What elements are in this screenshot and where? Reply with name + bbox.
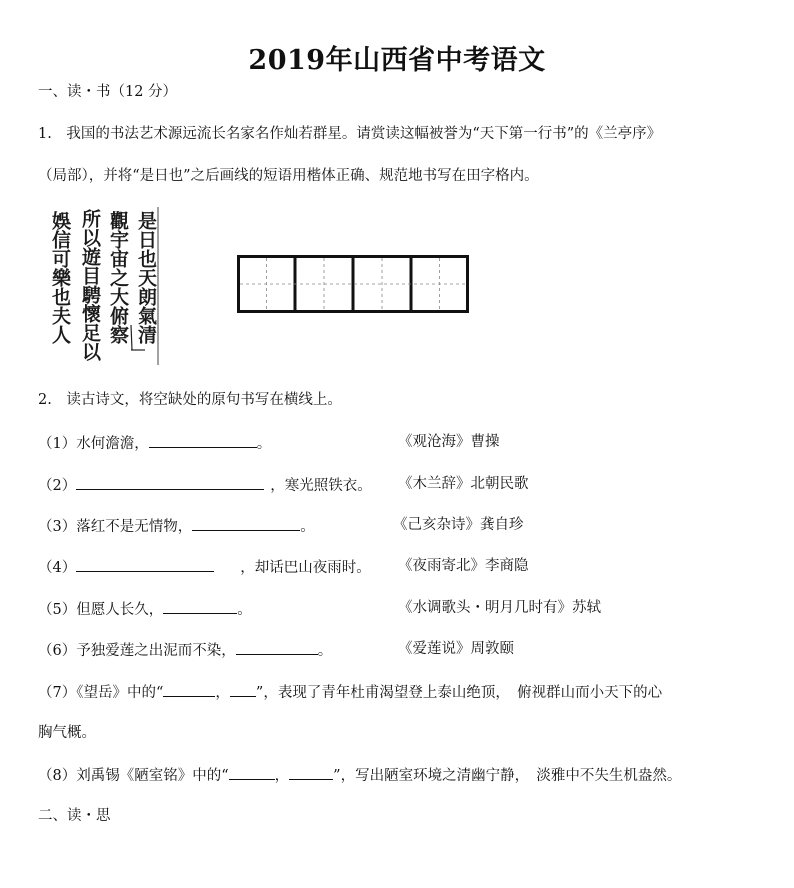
item-2-number: （2） (38, 478, 77, 494)
item-7-blank-1[interactable] (163, 681, 215, 697)
calligraphy-col-2: 觀宇宙之大俯察 (107, 211, 129, 344)
item-5 (38, 598, 252, 620)
calligraphy-col-3: 所以遊目騁懷足以 (79, 209, 101, 361)
calligraphy-col-1: 是日也天朗氣清 (135, 211, 157, 344)
item-7-text-a: 《望岳》中的“ (76, 685, 164, 701)
item-1-number: （1） (38, 436, 77, 452)
item-8-number: （8） (38, 768, 77, 784)
item-8-text-c: ”，写出陋室环境之清幽宁静， 淡雅中不失生机盎然。 (333, 768, 682, 784)
item-8-text-b: ， (274, 768, 290, 784)
item-4-post-text: ，却话巴山夜雨时。 (240, 560, 371, 576)
item-6-pre-text: 予独爱莲之出泥而不染， (76, 643, 236, 659)
question-2-heading: 2. 读古诗文，将空缺处的原句书写在横线上。 (38, 392, 342, 408)
item-6-source: 《爱莲说》周敦颐 (398, 641, 514, 657)
item-1 (38, 432, 271, 454)
section-2-heading: 二、读・思 (38, 808, 111, 824)
item-8 (38, 764, 681, 786)
item-5-pre-text: 但愿人长久， (76, 602, 164, 618)
item-3 (38, 515, 315, 537)
item-1-post-text: 。 (256, 436, 272, 452)
item-5-number: （5） (38, 602, 77, 618)
item-5-source: 《水调歌头・明月几时有》苏轼 (398, 600, 601, 616)
item-2-source: 《木兰辞》北朝民歌 (398, 476, 529, 492)
item-6 (38, 639, 332, 661)
item-4 (38, 556, 371, 578)
item-3-pre-text: 落红不是无情物， (76, 519, 193, 535)
item-1-answer-blank[interactable] (149, 432, 257, 448)
item-7-text-c: ”，表现了青年杜甫渴望登上泰山绝顶， 俯视群山而小天下的心 (255, 685, 663, 701)
page-title: 2019年山西省中考语文 (248, 45, 546, 76)
item-8-blank-1[interactable] (229, 764, 275, 780)
item-1-source: 《观沧海》曹操 (398, 434, 500, 450)
lantingxu-calligraphy-image (36, 205, 160, 367)
item-3-source: 《己亥杂诗》龚自珍 (393, 517, 524, 533)
item-3-answer-blank[interactable] (192, 515, 300, 531)
item-7 (38, 681, 662, 703)
item-4-source: 《夜雨寄北》李商隐 (398, 558, 529, 574)
item-3-number: （3） (38, 519, 77, 535)
item-7-blank-2[interactable] (230, 681, 256, 697)
item-4-number: （4） (38, 560, 77, 576)
item-7-text-b: ， (215, 685, 230, 701)
item-6-number: （6） (38, 643, 77, 659)
item-2-post-text: ，寒光照铁衣。 (270, 478, 372, 494)
item-5-post-text: 。 (237, 602, 252, 618)
item-5-answer-blank[interactable] (163, 598, 237, 614)
calligraphy-col-4: 娛信可樂也夫人 (49, 211, 71, 344)
item-6-answer-blank[interactable] (236, 639, 318, 655)
item-2 (38, 474, 372, 496)
item-8-blank-2[interactable] (289, 764, 333, 780)
item-7-number: （7） (38, 685, 77, 701)
item-2-answer-blank[interactable] (76, 474, 264, 490)
section-1-heading: 一、读・书（12 分） (38, 84, 178, 100)
tianzige-grid[interactable] (237, 255, 469, 313)
item-8-text-a: 刘禹锡《陋室铭》中的“ (76, 768, 229, 784)
question-1-line-1: 1. 我国的书法艺术源远流长名家名作灿若群星。请赏读这幅被誉为“天下第一行书”的《兰亭序》 (38, 126, 662, 142)
item-6-post-text: 。 (317, 643, 333, 659)
item-3-post-text: 。 (300, 519, 315, 535)
item-7-line-2: 胸气概。 (38, 725, 96, 741)
item-1-pre-text: 水何澹澹， (76, 436, 149, 452)
question-1-line-2: （局部），并将“是日也”之后画线的短语用楷体正确、规范地书写在田字格内。 (38, 168, 539, 184)
item-4-answer-blank[interactable] (76, 556, 214, 572)
